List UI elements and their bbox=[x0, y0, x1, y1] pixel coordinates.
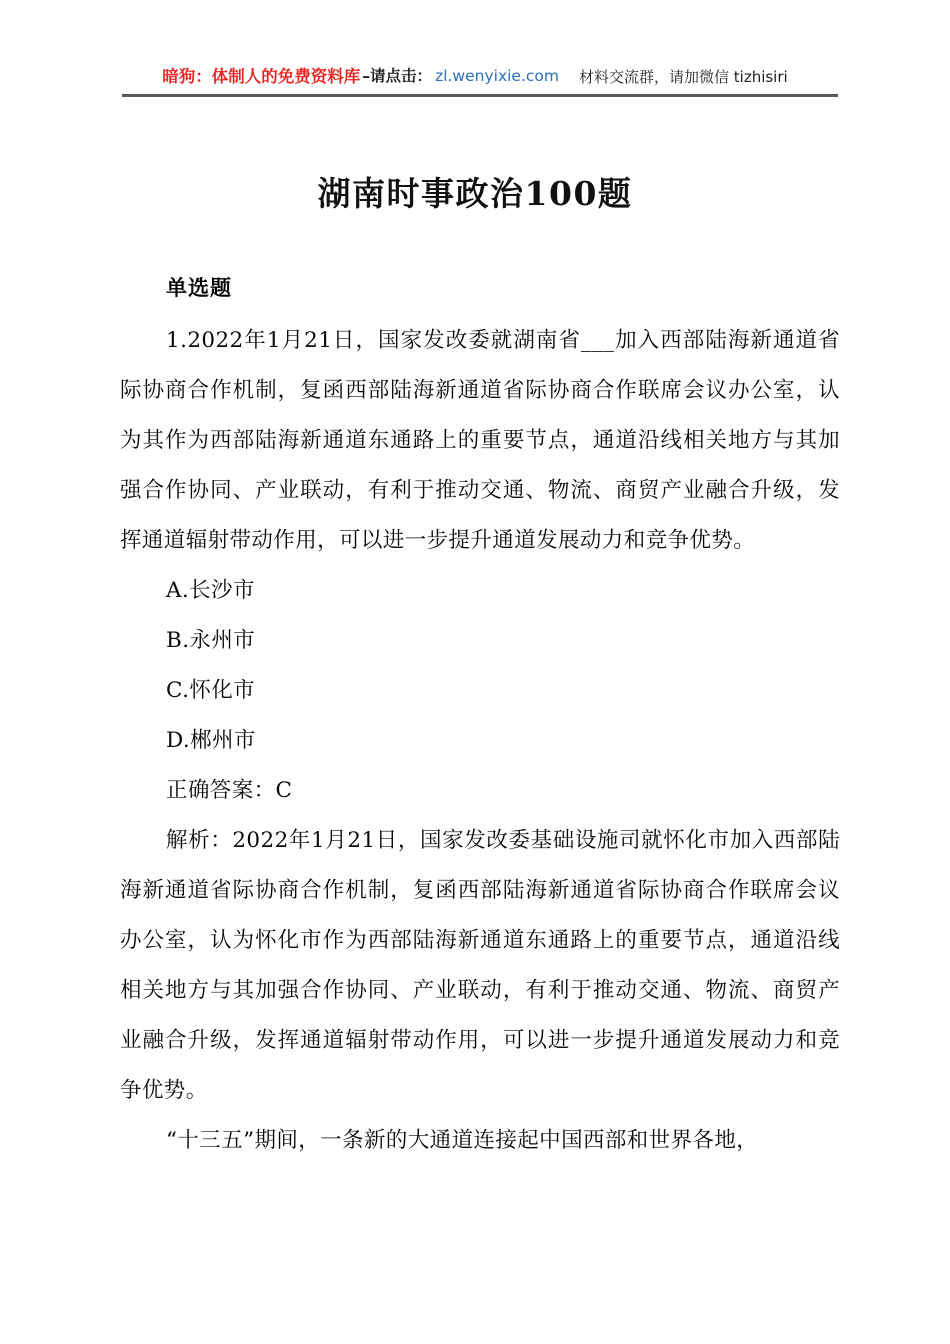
document-body bbox=[120, 272, 840, 1166]
watermark-header bbox=[0, 60, 950, 94]
header-divider bbox=[122, 94, 838, 97]
explanation-paragraph-1: 解析：2022年1月21日，国家发改委基础设施司就怀化市加入西部陆海新通道省际协商合作机制，复函西部陆海新通道省际协商合作联席会议办公室，认为怀化市作为西部陆海新通道东通路上的重要节点，通道沿线相关地方与其加强合作协同、产业联动，有利于推动交通、物流、商贸产业融合升级，发挥通道辐射带动作用，可以进一步提升通道发展动力和竞争优势。 bbox=[120, 828, 840, 1103]
option-c[interactable]: C.怀化市 bbox=[166, 678, 256, 703]
header-group-note: 材料交流群，请加微信 tizhisiri bbox=[579, 67, 788, 86]
question-stem: 1.2022年1月21日，国家发改委就湖南省___加入西部陆海新通道省际协商合作机制，复函西部陆海新通道省际协商合作联席会议办公室，认为其作为西部陆海新通道东通路上的重要节点，通道沿线相关地方与其加强合作协同、产业联动，有利于推动交通、物流、商贸产业融合升级，发挥通道辐射带动作用，可以进一步提升通道发展动力和竞争优势。 bbox=[120, 328, 840, 553]
option-d[interactable]: D.郴州市 bbox=[166, 728, 256, 753]
section-heading-single-choice: 单选题 bbox=[166, 276, 232, 300]
correct-answer: 正确答案：C bbox=[166, 778, 293, 803]
option-a[interactable]: A.长沙市 bbox=[166, 578, 255, 603]
header-site-link[interactable]: zl.wenyixie.com bbox=[435, 67, 559, 86]
header-click-prompt: –请点击： bbox=[362, 67, 433, 86]
explanation-paragraph-2: “十三五”期间，一条新的大通道连接起中国西部和世界各地， bbox=[166, 1128, 759, 1153]
header-brand-text: 暗狗：体制人的免费资料库 bbox=[162, 66, 361, 86]
page-title: 湖南时事政治100题 bbox=[317, 174, 633, 213]
option-b[interactable]: B.永州市 bbox=[166, 628, 256, 653]
